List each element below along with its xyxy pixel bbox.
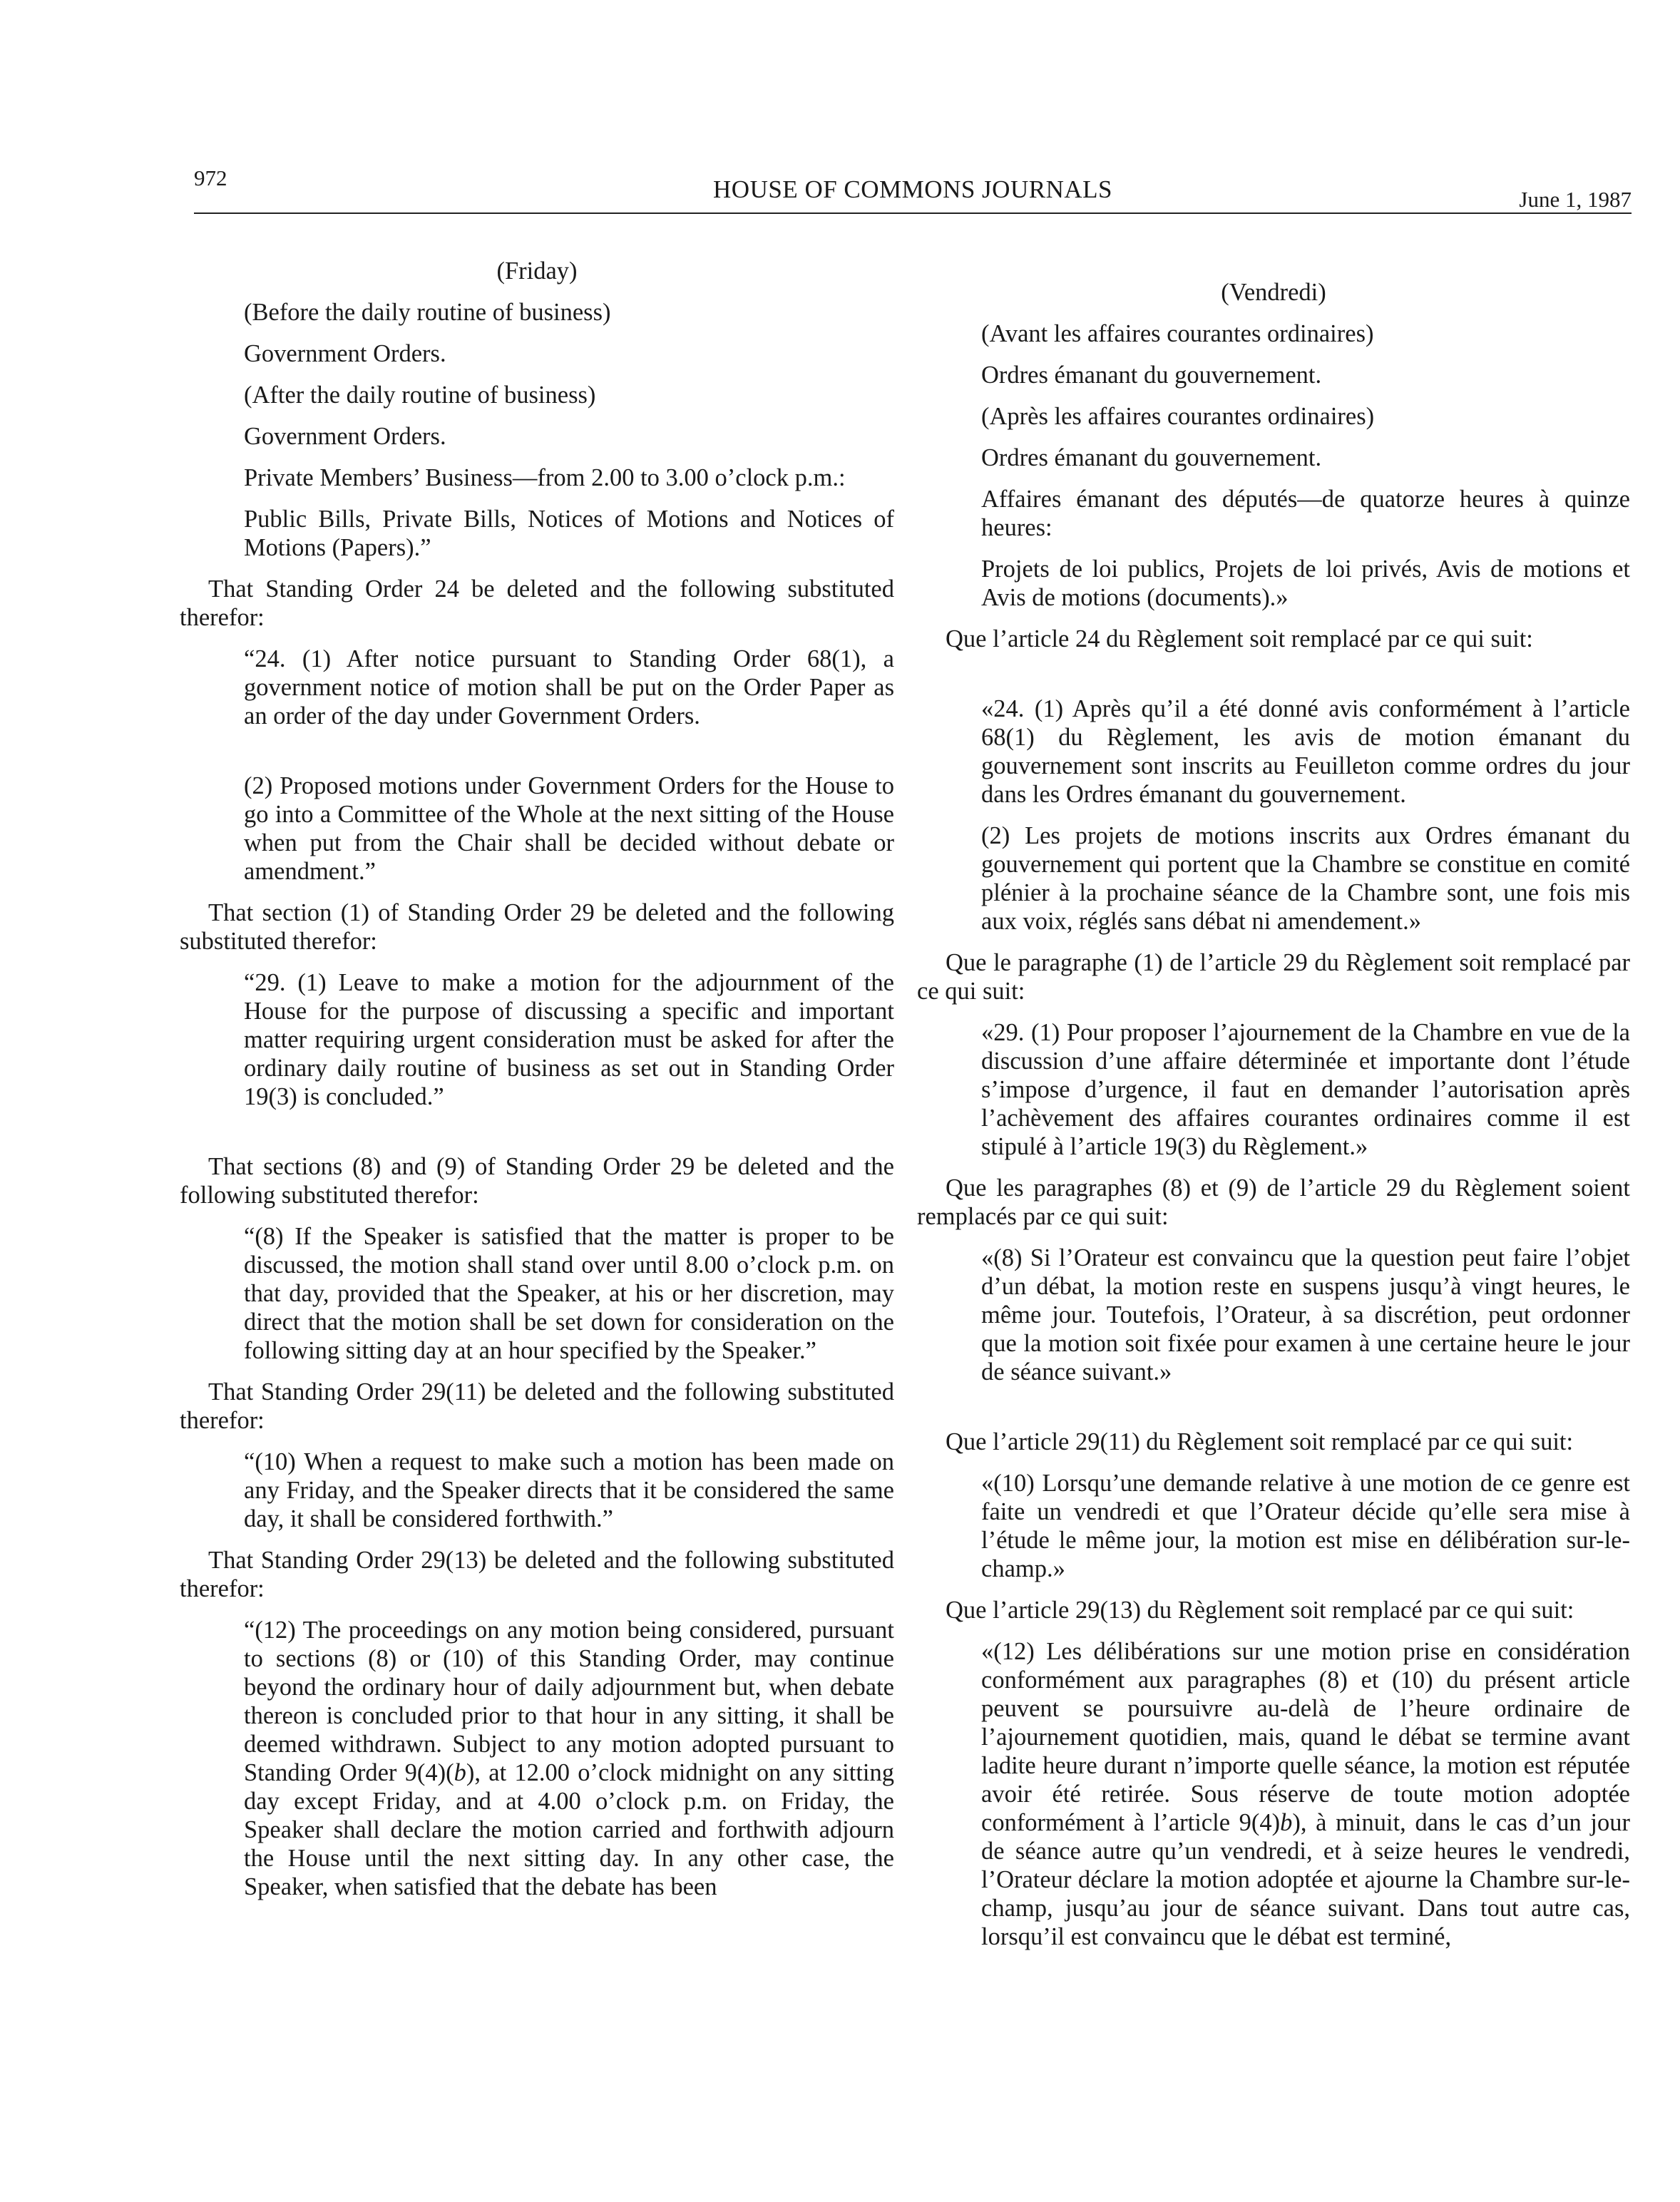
before-routine: (Before the daily routine of business) — [244, 299, 611, 326]
public-bills: Public Bills, Private Bills, Notices of Motions and Notices of Motions (Papers).” — [244, 506, 894, 561]
gov-orders-1: Government Orders. — [244, 340, 446, 367]
article29-1-intro: Que le paragraphe (1) de l’article 29 du Règlement soit remplacé par ce qui suit: — [917, 949, 1630, 1005]
so29-13-intro: That Standing Order 29(13) be deleted and the following substituted therefor: — [180, 1547, 894, 1602]
after-routine: (After the daily routine of business) — [244, 381, 596, 409]
so24-section-2: (2) Proposed motions under Government Orders for the House to go into a Committee of the Whole at the next sitting of the House when put from the Chair shall be decided without debate or amendment.” — [244, 772, 894, 885]
article29-paragraphe-1: «29. (1) Pour proposer l’ajournement de la Chambre en vue de la discussion d’une affaire déterminée et importante dont l’étude s’impose d’urgence, il faut en demander l’autorisation après l’achèvement des affaires courantes ordinaires comme il est stipulé à l’article 19(3) du Règlement.» — [981, 1019, 1630, 1160]
ordres-gouvernement-1: Ordres émanant du gouvernement. — [981, 362, 1322, 389]
article29-paragraphe-10: «(10) Lorsqu’une demande relative à une motion de ce genre est faite un vendredi et que l’Orateur décide qu’elle sera mise à l’étude le même jour, la motion est mise en délibération sur-le-champ.» — [981, 1470, 1630, 1582]
vendredi-heading: (Vendredi) — [1221, 279, 1326, 306]
so29-11-intro: That Standing Order 29(11) be deleted and the following substituted therefor: — [180, 1378, 894, 1434]
french-column — [917, 257, 1630, 1964]
article29-paragraphe-8: «(8) Si l’Orateur est convaincu que la question peut faire l’objet d’un débat, la motion reste en suspens jusqu’à vingt heures, le même jour. Toutefois, l’Orateur, à sa discrétion, peut ordonner que la motion soit fixée pour examen à une certaine heure le jour de séance suivant.» — [981, 1244, 1630, 1386]
article24-paragraphe-2: (2) Les projets de motions inscrits aux Ordres émanant du gouvernement qui portent que la Chambre se constitue en comité plénier à la prochaine séance de la Chambre sont, une fois mis aux voix, réglés sans débat ni amendement.» — [981, 822, 1630, 935]
private-members: Private Members’ Business—from 2.00 to 3.00 o’clock p.m.: — [244, 464, 846, 491]
affaires-deputes: Affaires émanant des députés—de quatorze heures à quinze heures: — [981, 486, 1630, 541]
so29-8-intro: That sections (8) and (9) of Standing Order 29 be deleted and the following substituted therefor: — [180, 1153, 894, 1209]
apres-affaires: (Après les affaires courantes ordinaires) — [981, 403, 1375, 430]
article29-11-intro: Que l’article 29(11) du Règlement soit remplacé par ce qui suit: — [946, 1428, 1574, 1455]
projets-de-loi: Projets de loi publics, Projets de loi privés, Avis de motions et Avis de motions (documents).» — [981, 555, 1630, 611]
so29-section-8: “(8) If the Speaker is satisfied that the matter is proper to be discussed, the motion shall stand over until 8.00 o’clock p.m. on that day, provided that the Speaker, at his or her discretion, may direct that the motion shall be set down for consideration on the following sitting day at an hour specified by the Speaker.” — [244, 1223, 894, 1364]
so29-section-12: “(12) The proceedings on any motion being considered, pursuant to sections (8) or (10) of this Standing Order, may continue beyond the ordinary hour of daily adjournment but, when debate thereon is concluded prior to that hour in any sitting, it shall be deemed withdrawn. Subject to any motion adopted pursuant to Standing Order 9(4)(b), at 12.00 o’clock midnight on any sitting day except Friday, and at 4.00 o’clock p.m. on Friday, the Speaker shall declare the motion carried and forthwith adjourn the House until the next sitting day. In any other case, the Speaker, when satisfied that the debate has been — [244, 1617, 894, 1900]
english-column — [180, 257, 894, 1914]
gov-orders-2: Government Orders. — [244, 423, 446, 450]
page-date: June 1, 1987 — [1519, 187, 1632, 212]
so29-section-10: “(10) When a request to make such a motion has been made on any Friday, and the Speaker directs that it be considered the same day, it shall be considered forthwith.” — [244, 1448, 894, 1532]
running-title: HOUSE OF COMMONS JOURNALS — [713, 175, 1112, 203]
article29-8-intro: Que les paragraphes (8) et (9) de l’article 29 du Règlement soient remplacés par ce qui suit: — [917, 1174, 1630, 1230]
article24-paragraphe-1: «24. (1) Après qu’il a été donné avis conformément à l’article 68(1) du Règlement, les avis de motion émanant du gouvernement sont inscrits au Feuilleton comme ordres du jour dans les Ordres émanant du gouvernement. — [981, 695, 1630, 808]
so29-section-1: “29. (1) Leave to make a motion for the adjournment of the House for the purpose of discussing a specific and important matter requiring urgent consideration must be asked for after the ordinary daily routine of business as set out in Standing Order 19(3) is concluded.” — [244, 969, 894, 1110]
article24-intro: Que l’article 24 du Règlement soit remplacé par ce qui suit: — [946, 625, 1533, 652]
ordres-gouvernement-2: Ordres émanant du gouvernement. — [981, 444, 1322, 471]
page-header — [194, 163, 1632, 214]
so24-intro: That Standing Order 24 be deleted and the following substituted therefor: — [180, 575, 894, 631]
article29-13-intro: Que l’article 29(13) du Règlement soit remplacé par ce qui suit: — [946, 1597, 1574, 1624]
article29-paragraphe-12: «(12) Les délibérations sur une motion prise en considération conformément aux paragraphes (8) et (10) du présent article peuvent se poursuivre au-delà de l’heure ordinaire de l’ajournement quotidien, mais, quand le débat se termine avant ladite heure durant n’importe quelle séance, la motion est réputée avoir été retirée. Sous réserve de toute motion adoptée conformément à l’article 9(4)b), à minuit, dans le cas d’un jour de séance autre qu’un vendredi, et à seize heures le vendredi, l’Orateur déclare la motion adoptée et ajourne la Chambre sur-le-champ, jusqu’au jour de séance suivant. Dans tout autre cas, lorsqu’il est convaincu que le débat est terminé, — [981, 1638, 1630, 1950]
friday-heading: (Friday) — [496, 257, 578, 285]
so29-1-intro: That section (1) of Standing Order 29 be deleted and the following substituted therefor: — [180, 899, 894, 955]
so24-section-1: “24. (1) After notice pursuant to Standing Order 68(1), a government notice of motion shall be put on the Order Paper as an order of the day under Government Orders. — [244, 645, 894, 729]
avant-affaires: (Avant les affaires courantes ordinaires) — [981, 320, 1374, 347]
page-number: 972 — [194, 165, 227, 190]
